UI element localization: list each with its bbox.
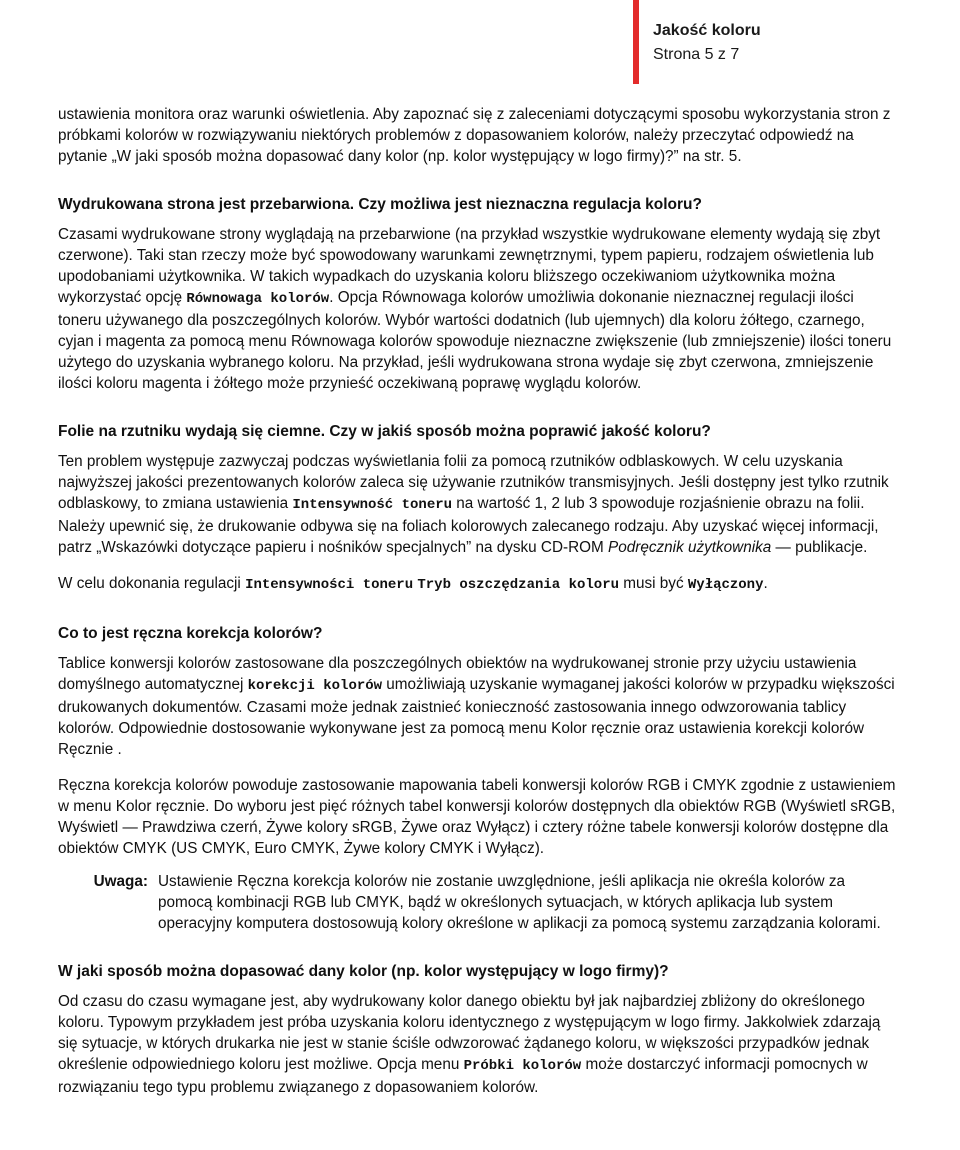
- paragraph-color-balance: Czasami wydrukowane strony wyglądają na przebarwione (na przykład wszystkie wydrukowane elementy wydają się zbyt czerwone). Taki stan rzeczy może być spowodowany warunkami zewnętrznymi, typem papieru, rodzajem oświetlenia lub upodobaniami użytkownika. W takich wypadkach do uzyskania koloru bliższego oczekiwaniom użytkownika można wykorzystać opcję Równowaga kolorów. Opcja Równowaga kolorów umożliwia dokonanie nieznacznej regulacji ilości toneru używanego dla poszczególnych kolorów. Wybór wartości dodatnich (lub ujemnych) dla koloru żółtego, czarnego, cyjan i magenta za pomocą menu Równowaga kolorów spowoduje nieznaczne zwiększenie (lub zmniejszenie) ilości toneru użytego do uzyskania wybranego koloru. Na przykład, jeśli wydrukowana strona wydaje się zbyt czerwona, zmniejszenie ilości koloru magenta i żółtego może przynieść oczekiwaną poprawę wyglądu kolorów.: [58, 226, 892, 392]
- paragraph-manual-mapping: Ręczna korekcja kolorów powoduje zastosowanie mapowania tabeli konwersji kolorów RGB i CMYK zgodnie z ustawieniem w menu Kolor ręcznie. Do wyboru jest pięć różnych tabel konwersji kolorów dostępnych dla obiektów RGB (Wyświetl sRGB, Wyświetl — Prawdziwa czerń, Żywe kolory sRGB, Żywe oraz Wyłącz) i cztery różne tabele konwersji kolorów dostępne dla obiektów CMYK (US CMYK, Euro CMYK, Żywe kolory CMYK i Wyłącz).: [58, 777, 896, 857]
- header-accent-bar: [633, 0, 639, 84]
- page-number: Strona 5 z 7: [653, 46, 740, 63]
- setting-color-balance: Równowaga kolorów: [186, 291, 330, 307]
- setting-toner-darkness: Intensywność toneru: [292, 497, 453, 513]
- paragraph-color-samples: Od czasu do czasu wymagane jest, aby wydrukowany kolor danego obiektu był jak najbardziej zbliżony do określonego koloru. Typowym przykładem jest próba uzyskania koloru identycznego z występującym w logo firmy. Jakkolwiek zdarzają się sytuacje, w których drukarka nie jest w stanie ściśle odwzorować żądanego koloru, w większości przypadków jednak określenie odpowiedniego koloru jest możliwe. Opcja menu Próbki kolorów może dostarczyć informacji pomocnych w rozwiązaniu tego typu problemu związanego z dopasowaniem kolorów.: [58, 993, 881, 1096]
- intro-paragraph: ustawienia monitora oraz warunki oświetlenia. Aby zapoznać się z zaleceniami dotyczącymi sposobu wykorzystania stron z próbkami kolorów w rozwiązywaniu niektórych problemów z dopasowaniem kolorów, należy przeczytać odpowiedź na pytanie „W jaki sposób można dopasować dany kolor (np. kolor występujący w logo firmy)?” na str. 5.: [58, 106, 891, 165]
- paragraph-color-tables: Tablice konwersji kolorów zastosowane dla poszczególnych obiektów na wydrukowanej stronie przy użyciu ustawienia domyślnego automatycznej korekcji kolorów umożliwiają uzyskanie wymaganej jakości kolorów w przypadku większości drukowanych dokumentów. Czasami może jednak zaistnieć konieczność zastosowania innego odwzorowania tablicy kolorów. Odpowiednie dostosowanie wykonywane jest za pomocą menu Kolor ręcznie oraz ustawienia korekcji kolorów Ręcznie .: [58, 655, 895, 758]
- section-heading-manual-color: Co to jest ręczna korekcja kolorów?: [58, 625, 323, 642]
- note-text: Ustawienie Ręczna korekcja kolorów nie zostanie uwzględnione, jeśli aplikacja nie określa kolorów za pomocą kombinacji RGB lub CMYK, bądź w określonych sytuacjach, w których aplikacja lub system operacyjny komputera dostosowują kolory określone w aplikacji za pomocą systemu zarządzania kolorami.: [158, 873, 881, 932]
- user-guide-title: Podręcznik użytkownika: [608, 539, 772, 556]
- header-title: Jakość koloru: [653, 22, 761, 39]
- section-heading-transparencies: Folie na rzutniku wydają się ciemne. Czy w jakiś sposób można poprawić jakość koloru?: [58, 423, 711, 440]
- section-heading-color-matching: W jaki sposób można dopasować dany kolor (np. kolor występujący w logo firmy)?: [58, 963, 669, 980]
- setting-color-correction: korekcji kolorów: [247, 678, 383, 694]
- paragraph-toner-settings: W celu dokonania regulacji Intensywności toneru Tryb oszczędzania koloru musi być Wyłączony.: [58, 575, 768, 593]
- note-block: [58, 871, 898, 934]
- setting-color-samples: Próbki kolorów: [463, 1058, 582, 1074]
- note-label: Uwaga:: [93, 873, 148, 890]
- paragraph-projectors: Ten problem występuje zazwyczaj podczas wyświetlania folii za pomocą rzutników odblaskowych. W celu uzyskania najwyższej jakości prezentowanych kolorów zaleca się używanie rzutników transmisyjnych. Jeśli dostępny jest tylko rzutnik odblaskowy, to zmiana ustawienia Intensywność toneru na wartość 1, 2 lub 3 spowoduje rozjaśnienie obrazu na folii. Należy upewnić się, że drukowanie odbywa się na foliach kolorowych zalecanego rodzaju. Aby uzyskać więcej informacji, patrz „Wskazówki dotyczące papieru i nośników specjalnych” na dysku CD-ROM Podręcznik użytkownika — publikacje.: [58, 453, 889, 556]
- section-heading-discoloration: Wydrukowana strona jest przebarwiona. Czy możliwa jest nieznaczna regulacja koloru?: [58, 196, 702, 213]
- document-body: [58, 104, 898, 1098]
